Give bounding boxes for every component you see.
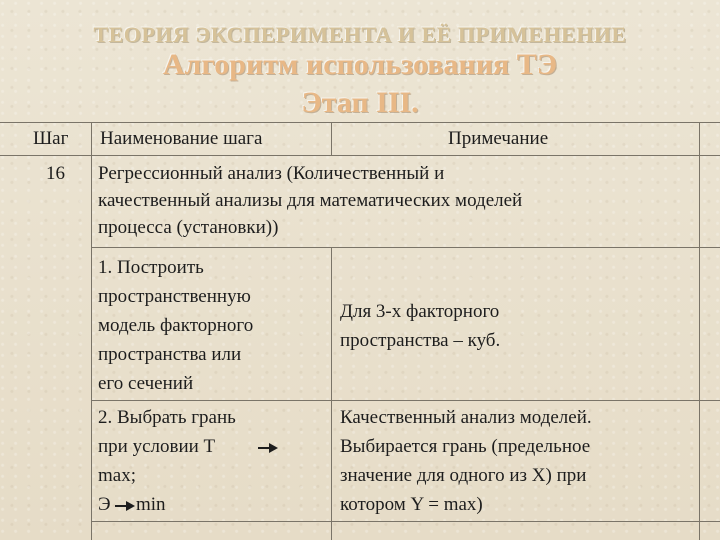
step-name-line: Регрессионный анализ (Количественный и	[98, 163, 445, 184]
substep-line: пространства или	[98, 344, 242, 365]
table-rule	[0, 122, 720, 123]
arrow-right-icon	[257, 442, 279, 454]
note-line: Качественный анализ моделей.	[340, 407, 592, 428]
substep-line: 1. Построить	[98, 257, 204, 278]
step-number: 16	[46, 163, 65, 184]
note-line: котором Y = max)	[340, 494, 483, 515]
substep-line: модель факторного	[98, 315, 254, 336]
table-rule	[331, 247, 332, 540]
note-line: значение для одного из X) при	[340, 465, 587, 486]
arrow-right-icon	[114, 500, 136, 512]
header-note: Примечание	[448, 128, 549, 149]
substep-line: его сечений	[98, 373, 194, 394]
stage-title: Этап III.	[301, 86, 419, 119]
header-step: Шаг	[33, 128, 69, 149]
slide-title: ТЕОРИЯ ЭКСПЕРИМЕНТА И ЕЁ ПРИМЕНЕНИЕ	[93, 22, 627, 47]
substep-line: при условии Т	[98, 436, 216, 457]
step-name-line: процесса (установки))	[98, 217, 279, 238]
substep-line: Э	[98, 494, 111, 515]
substep-line: пространственную	[98, 286, 251, 307]
note-line: пространства – куб.	[340, 330, 501, 351]
steps-table	[0, 122, 720, 540]
slide-header	[0, 0, 720, 122]
slide-subtitle: Алгоритм использования ТЭ	[162, 48, 558, 81]
substep-line: min	[136, 494, 166, 515]
table-rule	[699, 122, 700, 540]
table-rule	[91, 122, 92, 540]
substep-line: 2. Выбрать грань	[98, 407, 236, 428]
note-line: Для 3-х факторного	[340, 301, 500, 322]
table-rule	[91, 400, 720, 401]
table-rule	[0, 155, 720, 156]
substep-line: max;	[98, 465, 136, 486]
note-line: Выбирается грань (предельное	[340, 436, 591, 457]
step-name-line: качественный анализы для математических моделей	[98, 190, 523, 211]
header-name: Наименование шага	[100, 128, 263, 149]
table-rule	[91, 521, 720, 522]
table-rule	[331, 122, 332, 155]
table-rule	[91, 247, 720, 248]
